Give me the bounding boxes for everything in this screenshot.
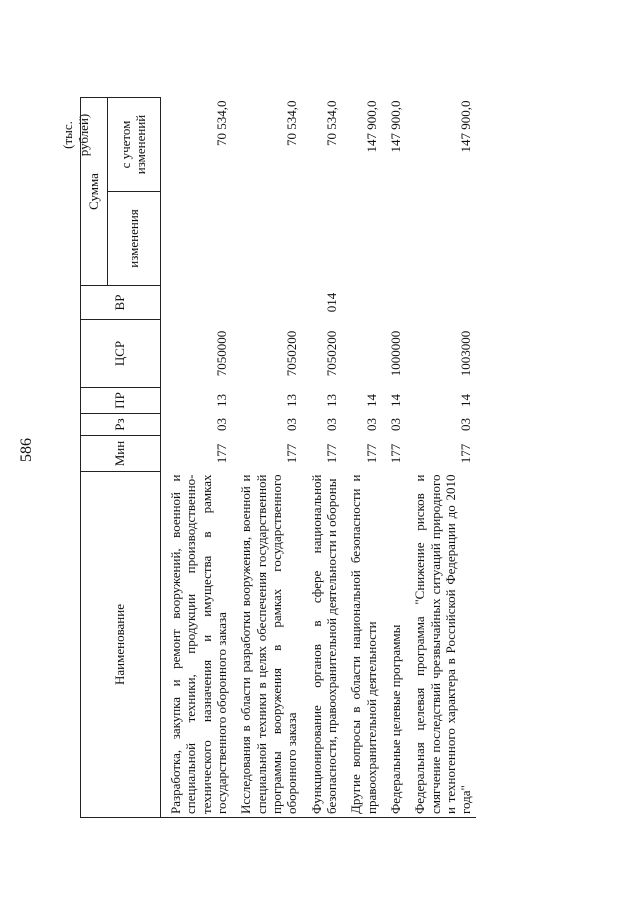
budget-table-wrapper bbox=[80, 98, 476, 818]
row-vr bbox=[381, 286, 405, 320]
row-with-changes: 147 900,0 bbox=[363, 100, 379, 153]
row-rz: 03 bbox=[458, 418, 474, 431]
row-rz: 03 bbox=[284, 418, 300, 431]
header-vr: ВР bbox=[81, 286, 161, 320]
row-min: 177 bbox=[387, 443, 403, 464]
table-row bbox=[161, 98, 232, 818]
row-changes bbox=[302, 192, 342, 286]
budget-table bbox=[80, 97, 476, 818]
row-changes bbox=[381, 192, 405, 286]
row-csr: 7050200 bbox=[284, 330, 300, 377]
table-row bbox=[231, 98, 301, 818]
row-vr bbox=[161, 286, 232, 320]
row-vr bbox=[341, 286, 381, 320]
row-changes bbox=[161, 192, 232, 286]
row-pr: 13 bbox=[213, 394, 229, 407]
row-changes bbox=[341, 192, 381, 286]
row-rz: 03 bbox=[363, 418, 379, 431]
row-pr: 14 bbox=[458, 394, 474, 407]
row-name: Разработка, закупка и ремонт вооружений, военной и специальной техники, продукции производственно-технического назначения и имущества в рамках государственного оборонного заказа bbox=[161, 472, 232, 818]
header-min: Мин bbox=[81, 436, 161, 472]
row-csr: 7050200 bbox=[323, 330, 339, 377]
row-csr bbox=[341, 320, 381, 388]
row-vr: 014 bbox=[323, 292, 339, 313]
row-min: 177 bbox=[284, 443, 300, 464]
row-min: 177 bbox=[323, 443, 339, 464]
table-row bbox=[405, 98, 475, 818]
row-min: 177 bbox=[363, 443, 379, 464]
row-csr: 1003000 bbox=[458, 330, 474, 377]
table-row bbox=[302, 98, 342, 818]
row-name: Функционирование органов в сфере национальной безопасности, правоохранительной деятельности и обороны bbox=[302, 472, 342, 818]
row-changes bbox=[405, 192, 475, 286]
row-with-changes: 147 900,0 bbox=[458, 100, 474, 153]
row-rz: 03 bbox=[323, 418, 339, 431]
header-with-changes: с учетом изменений bbox=[108, 98, 161, 192]
row-name: Федеральная целевая программа "Снижение рисков и смягчение последствий чрезвычайных ситуаций природного и техногенного характера в Российской Федерации до 2010 года" bbox=[405, 472, 475, 818]
row-min: 177 bbox=[458, 443, 474, 464]
table-row bbox=[341, 98, 381, 818]
row-vr bbox=[231, 286, 301, 320]
row-changes bbox=[231, 192, 301, 286]
row-pr: 14 bbox=[387, 394, 403, 407]
row-vr bbox=[405, 286, 475, 320]
header-pr: ПР bbox=[81, 388, 161, 414]
table-row bbox=[381, 98, 405, 818]
row-rz: 03 bbox=[213, 418, 229, 431]
header-name: Наименование bbox=[81, 472, 161, 818]
row-pr: 13 bbox=[323, 394, 339, 407]
page-number: 586 bbox=[18, 438, 35, 462]
row-name: Федеральные целевые программы bbox=[381, 472, 405, 818]
header-changes: изменения bbox=[108, 192, 161, 286]
header-csr: ЦСР bbox=[81, 320, 161, 388]
row-name: Другие вопросы в области национальной безопасности и правоохранительной деятельности bbox=[341, 472, 381, 818]
row-with-changes: 70 534,0 bbox=[323, 100, 339, 146]
row-pr: 14 bbox=[363, 394, 379, 407]
header-rz: Рз bbox=[81, 414, 161, 436]
row-name: Исследования в области разработки вооружения, военной и специальной техники в целях обеспечения государственной программы вооружения в рамках государственного оборонного заказа bbox=[231, 472, 301, 818]
row-with-changes: 70 534,0 bbox=[284, 100, 300, 146]
row-min: 177 bbox=[213, 443, 229, 464]
row-csr: 7050000 bbox=[213, 330, 229, 377]
header-sum: Сумма bbox=[81, 98, 108, 286]
row-with-changes: 147 900,0 bbox=[387, 100, 403, 153]
row-with-changes: 70 534,0 bbox=[213, 100, 229, 146]
row-pr: 13 bbox=[284, 394, 300, 407]
row-rz: 03 bbox=[387, 418, 403, 431]
row-csr: 1000000 bbox=[387, 330, 403, 377]
units-label: (тыс. рублей) bbox=[60, 113, 91, 157]
